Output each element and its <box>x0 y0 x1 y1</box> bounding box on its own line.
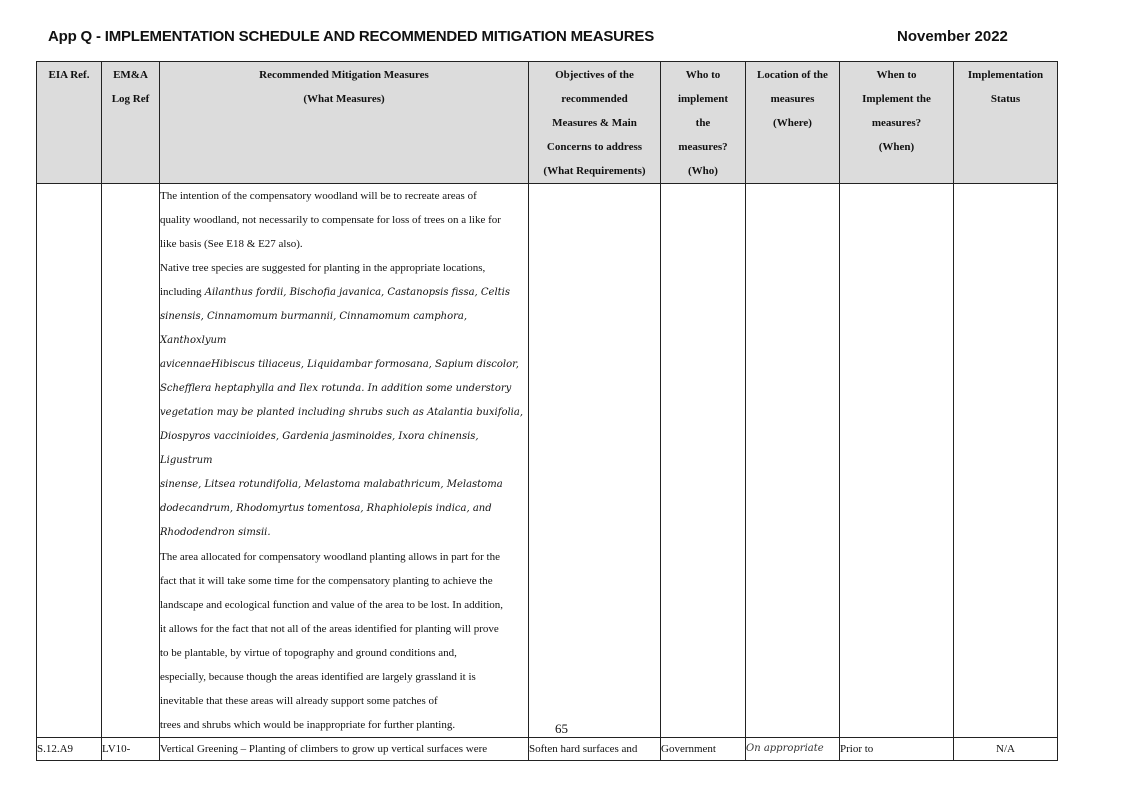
page-number: 65 <box>555 721 568 736</box>
header-line: (Where) <box>773 117 812 129</box>
species-intro: including <box>160 286 202 298</box>
header-line: (When) <box>878 141 915 153</box>
header-line: Measures & Main <box>552 117 637 129</box>
cell-status: N/A <box>954 738 1058 761</box>
header-who <box>661 62 746 184</box>
header-line: measures <box>770 93 815 105</box>
species-line <box>160 280 528 305</box>
cell-log-ref <box>102 184 160 738</box>
table-header-row <box>37 62 1058 184</box>
text-line: landscape and ecological function and value of the area to be lost. In addition, <box>160 599 504 611</box>
cell-objectives <box>529 184 661 738</box>
header-line: EM&A <box>113 69 148 81</box>
header-measures <box>160 62 529 184</box>
species-line: avicennaeHibiscus tiliaceus, Liquidambar formosana, Sapium discolor, <box>160 359 519 370</box>
implementation-schedule-table <box>36 61 1058 761</box>
cell-eia-ref <box>37 184 102 738</box>
document-date: November 2022 <box>897 28 1008 45</box>
species-line: dodecandrum, Rhodomyrtus tomentosa, Rhaphiolepis indica, and <box>160 503 492 514</box>
text-line: The intention of the compensatory woodland will be to recreate areas of <box>160 190 477 202</box>
text-line: The area allocated for compensatory woodland planting allows in part for the <box>160 551 500 563</box>
cell-where: On appropriate <box>746 738 840 761</box>
cell-when: Prior to <box>840 738 954 761</box>
text-line: especially, because though the areas identified are largely grassland it is <box>160 671 476 683</box>
cell-eia-ref: S.12.A9 <box>37 738 102 761</box>
header-line: Who to <box>685 69 721 81</box>
header-line: Log Ref <box>111 93 150 105</box>
header-line: EIA Ref. <box>48 69 90 81</box>
text-line: quality woodland, not necessarily to compensate for loss of trees on a like for <box>160 214 501 226</box>
cell-when <box>840 184 954 738</box>
header-line: When to <box>876 69 917 81</box>
cell-objectives: Soften hard surfaces and <box>529 738 661 761</box>
header-when <box>840 62 954 184</box>
header-line: measures? <box>871 117 922 129</box>
text-line: trees and shrubs which would be inappropriate for further planting. <box>160 719 456 731</box>
header-line: (What Measures) <box>303 93 385 105</box>
header-line: recommended <box>561 93 628 105</box>
cell-where <box>746 184 840 738</box>
cell-status <box>954 184 1058 738</box>
species-line: sinensis, Cinnamomum burmannii, Cinnamomum camphora, Xanthoxlyum <box>160 311 468 346</box>
cell-log-ref: LV10- <box>102 738 160 761</box>
header-log-ref <box>102 62 160 184</box>
species-line: Schefflera heptaphylla and Ilex rotunda. In addition some understory <box>160 383 512 394</box>
text-line: to be plantable, by virtue of topography and ground conditions and, <box>160 647 457 659</box>
header-where <box>746 62 840 184</box>
text-line: it allows for the fact that not all of the areas identified for planting will prove <box>160 623 499 635</box>
cell-measures <box>160 184 529 738</box>
document-title: App Q - IMPLEMENTATION SCHEDULE AND RECOMMENDED MITIGATION MEASURES <box>48 28 655 45</box>
header-line: (What Requirements) <box>543 165 646 177</box>
table-row <box>37 184 1058 738</box>
text-line: like basis (See E18 & E27 also). <box>160 238 303 250</box>
header-line: the <box>695 117 711 129</box>
cell-who <box>661 184 746 738</box>
cell-who: Government <box>661 738 746 761</box>
header-line: (Who) <box>688 165 718 177</box>
header-objectives <box>529 62 661 184</box>
cell-measures: Vertical Greening – Planting of climbers to grow up vertical surfaces were <box>160 738 529 761</box>
header-line: Implementation <box>967 69 1044 81</box>
header-line: Objectives of the <box>555 69 634 81</box>
header-line: Concerns to address <box>546 141 643 153</box>
species-line: Diospyros vaccinioides, Gardenia jasminoides, Ixora chinensis, Ligustrum <box>160 431 479 466</box>
species-line: Rhododendron simsii. <box>160 527 271 538</box>
header-line: Implement the <box>862 93 931 105</box>
header-eia-ref <box>37 62 102 184</box>
header-line: Status <box>990 93 1021 105</box>
text-line: inevitable that these areas will already support some patches of <box>160 695 438 707</box>
header-line: measures? <box>678 141 728 153</box>
header-status <box>954 62 1058 184</box>
species-line: vegetation may be planted including shrubs such as Atalantia buxifolia, <box>160 407 524 418</box>
text-line: Native tree species are suggested for planting in the appropriate locations, <box>160 262 486 274</box>
species-text: Ailanthus fordii, Bischofia javanica, Castanopsis fissa, Celtis <box>201 287 511 298</box>
header-line: implement <box>677 93 729 105</box>
table-row <box>37 738 1058 761</box>
text-line: fact that it will take some time for the compensatory planting to achieve the <box>160 575 493 587</box>
header-line: Recommended Mitigation Measures <box>259 69 429 81</box>
species-line: sinense, Litsea rotundifolia, Melastoma malabathricum, Melastoma <box>160 479 503 490</box>
header-line: Location of the <box>757 69 828 81</box>
